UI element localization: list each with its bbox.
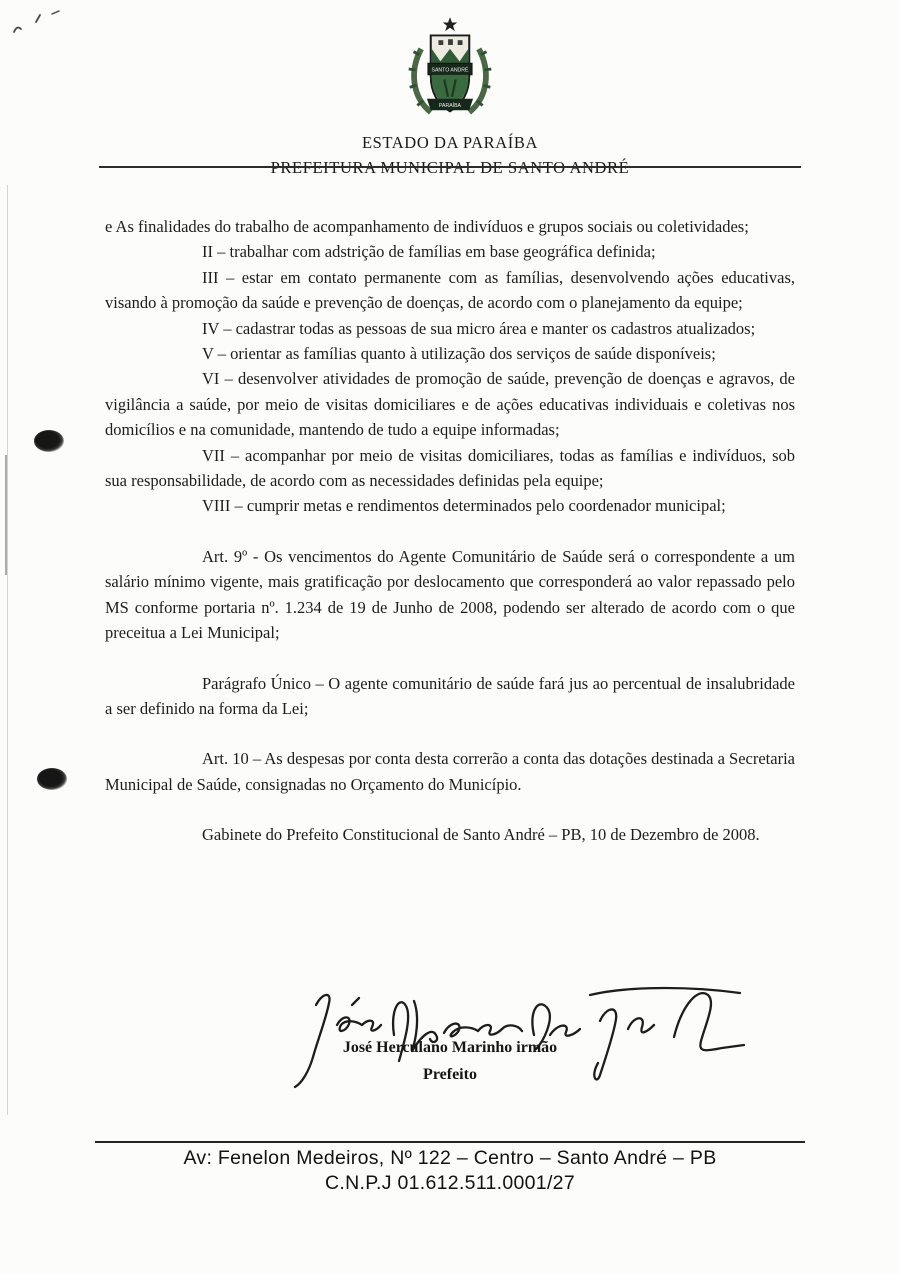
scan-line-artifact-dark: [5, 455, 7, 575]
scan-line-artifact: [7, 185, 8, 1115]
document-body: [105, 214, 795, 848]
paragraph-art-9: Art. 9º - Os vencimentos do Agente Comunitário de Saúde será o correspondente a um salário mínimo vigente, mais gratificação por deslocamento que corresponderá ao valor repassado pelo MS conforme portaria nº. 1.234 de 19 de Junho de 2008, podendo ser alterado de acordo com o que preceitua a Lei Municipal;: [105, 546, 795, 643]
signatory-name: José Herculano Marinho irmão: [342, 1039, 558, 1056]
paragraph-intro: e As finalidades do trabalho de acompanhamento de indivíduos e grupos sociais ou coletividades;: [105, 217, 749, 236]
paragraph-item-v: V – orientar as famílias quanto à utilização dos serviços de saúde disponíveis;: [202, 344, 716, 364]
coat-of-arms: [402, 16, 498, 122]
paragraph-item-iii: III – estar em contato permanente com as famílias, desenvolvendo ações educativas, visando à promoção da saúde e prevenção de doenças, de acordo com o planejamento da equipe;: [105, 267, 795, 313]
crest-banner-bottom: PARAÍBA: [438, 102, 462, 109]
document-header: [0, 16, 900, 178]
star-icon: [443, 17, 457, 31]
paragraph-item-vi: VI – desenvolver atividades de promoção de saúde, prevenção de doenças e agravos, de vigilância a saúde, por meio de visitas domiciliares e de ações educativas individuais e coletivas nos domicílios e na comunidade, mantendo de tudo a equipe informadas;: [105, 369, 795, 440]
signatory-title: Prefeito: [423, 1066, 477, 1083]
crest-banner-top: SANTO ANDRÉ: [431, 67, 469, 74]
header-state: ESTADO DA PARAÍBA: [361, 133, 539, 152]
punch-hole-artifact: [37, 768, 67, 790]
paragraph-item-viii: VIII – cumprir metas e rendimentos determinados pelo coordenador municipal;: [202, 496, 726, 516]
punch-hole-artifact: [34, 430, 64, 452]
footer-cnpj: C.N.P.J 01.612.511.0001/27: [325, 1172, 575, 1194]
header-rule: [99, 166, 801, 168]
footer-rule: [95, 1141, 805, 1143]
paragraph-art-10: Art. 10 – As despesas por conta desta correrão a conta das dotações destinada a Secretaria Municipal de Saúde, consignadas no Orçamento do Município.: [105, 749, 795, 794]
paragraph-item-ii: II – trabalhar com adstrição de famílias em base geográfica definida;: [202, 242, 656, 262]
footer-address: Av: Fenelon Medeiros, Nº 122 – Centro – Santo André – PB: [183, 1147, 717, 1169]
paragraph-item-iv: IV – cadastrar todas as pessoas de sua micro área e manter os cadastros atualizados;: [202, 318, 756, 338]
paragraph-gabinete: Gabinete do Prefeito Constitucional de Santo André – PB, 10 de Dezembro de 2008.: [202, 825, 760, 845]
paragraph-paragrafo-unico: Parágrafo Único – O agente comunitário de saúde fará jus ao percentual de insalubridade a ser definido na forma da Lei;: [105, 673, 795, 718]
paragraph-item-vii: VII – acompanhar por meio de visitas domiciliares, todas as famílias e indivíduos, sob sua responsabilidade, de acordo com as necessidades definidas pela equipe;: [105, 445, 795, 491]
header-municipality: [0, 158, 900, 178]
